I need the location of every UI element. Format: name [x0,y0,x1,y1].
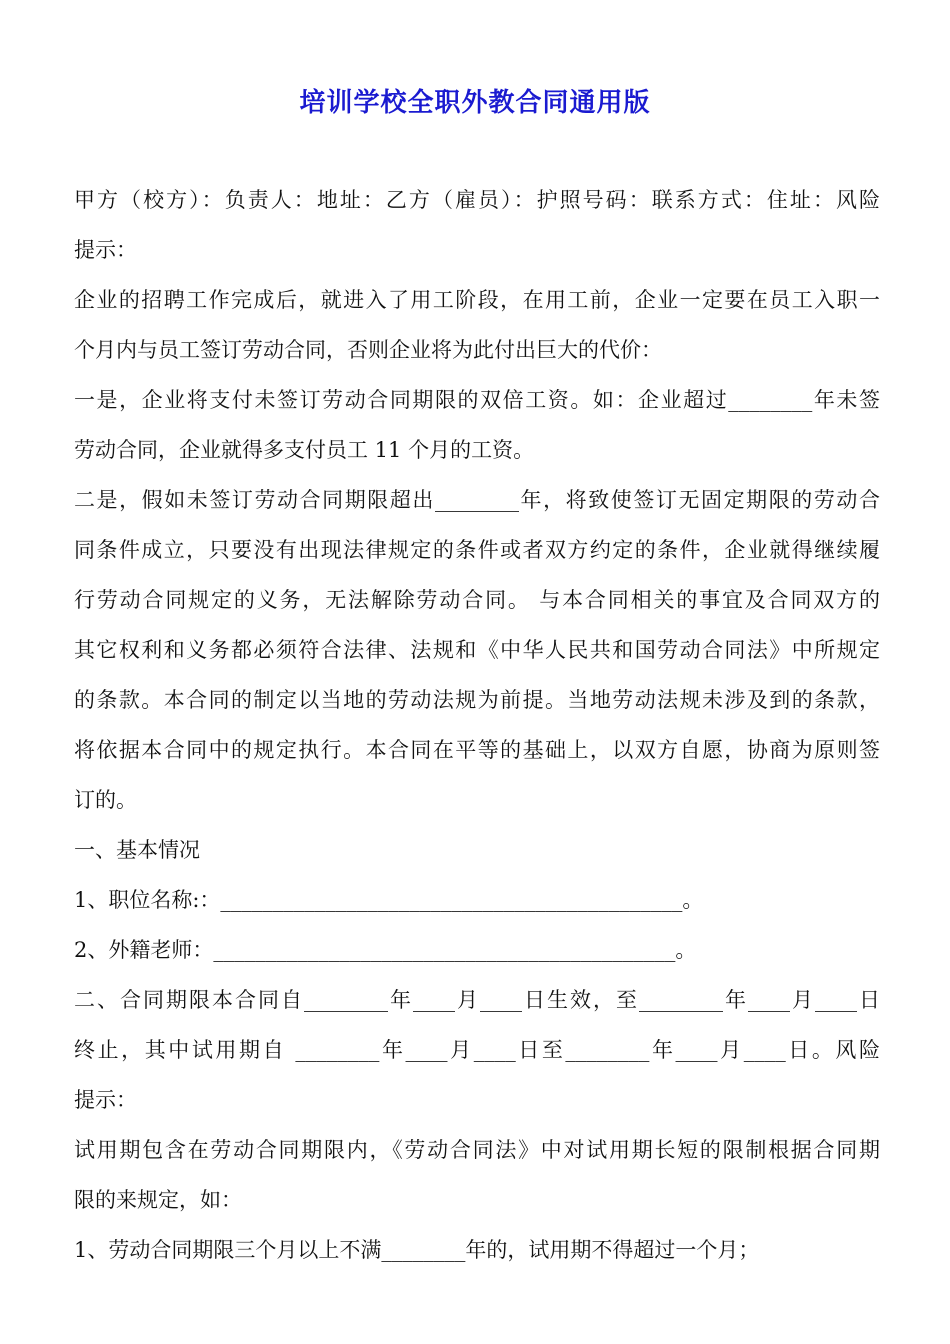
document-title: 培训学校全职外教合同通用版 [299,88,651,118]
paragraph-line: 将依据本合同中的规定执行。本合同在平等的基础上，以双方自愿，协商为原则签 [74,738,880,762]
paragraph-line: 的条款。本合同的制定以当地的劳动法规为前提。当地劳动法规未涉及到的条款， [74,688,880,712]
paragraph-line: 劳动合同，企业就得多支付员工 11 个月的工资。 [74,438,535,462]
paragraph-line: 同条件成立，只要没有出现法律规定的条件或者双方约定的条件，企业就得继续履 [74,538,880,562]
section-heading-contract-term: 二、合同期限本合同自________年____月____日生效，至________年____月____日 [74,988,880,1012]
paragraph-line: 甲方（校方）：负责人：地址：乙方（雇员）：护照号码：联系方式：住址：风险 [74,188,880,212]
paragraph-line: 终止，其中试用期自 ________年____月____日至________年____月____日。风险 [74,1038,880,1062]
paragraph-line: 二是，假如未签订劳动合同期限超出________年，将致使签订无固定期限的劳动合 [74,488,880,512]
paragraph-line: 试用期包含在劳动合同期限内，《劳动合同法》中对试用期长短的限制根据合同期 [74,1138,880,1162]
paragraph-line: 提示： [74,238,137,262]
section-heading: 一、基本情况 [74,838,200,862]
field-foreign-teacher: 2、外籍老师：____________________________________________。 [74,938,697,962]
field-position-name: 1、职位名称:：____________________________________________。 [74,888,704,912]
document-body [74,182,880,1282]
paragraph-line: 企业的招聘工作完成后，就进入了用工阶段，在用工前，企业一定要在员工入职一 [74,288,880,312]
paragraph-line: 行劳动合同规定的义务，无法解除劳动合同。 与本合同相关的事宜及合同双方的 [74,588,880,612]
paragraph-line: 一是，企业将支付未签订劳动合同期限的双倍工资。如：企业超过________年未签 [74,388,880,412]
paragraph-line: 1、劳动合同期限三个月以上不满________年的，试用期不得超过一个月； [74,1238,760,1262]
paragraph-line: 提示： [74,1088,137,1112]
paragraph-line: 个月内与员工签订劳动合同，否则企业将为此付出巨大的代价： [74,338,662,362]
paragraph-line: 订的。 [74,788,137,812]
paragraph-line: 其它权利和义务都必须符合法律、法规和《中华人民共和国劳动合同法》中所规定 [74,638,880,662]
paragraph-line: 限的来规定，如： [74,1188,242,1212]
